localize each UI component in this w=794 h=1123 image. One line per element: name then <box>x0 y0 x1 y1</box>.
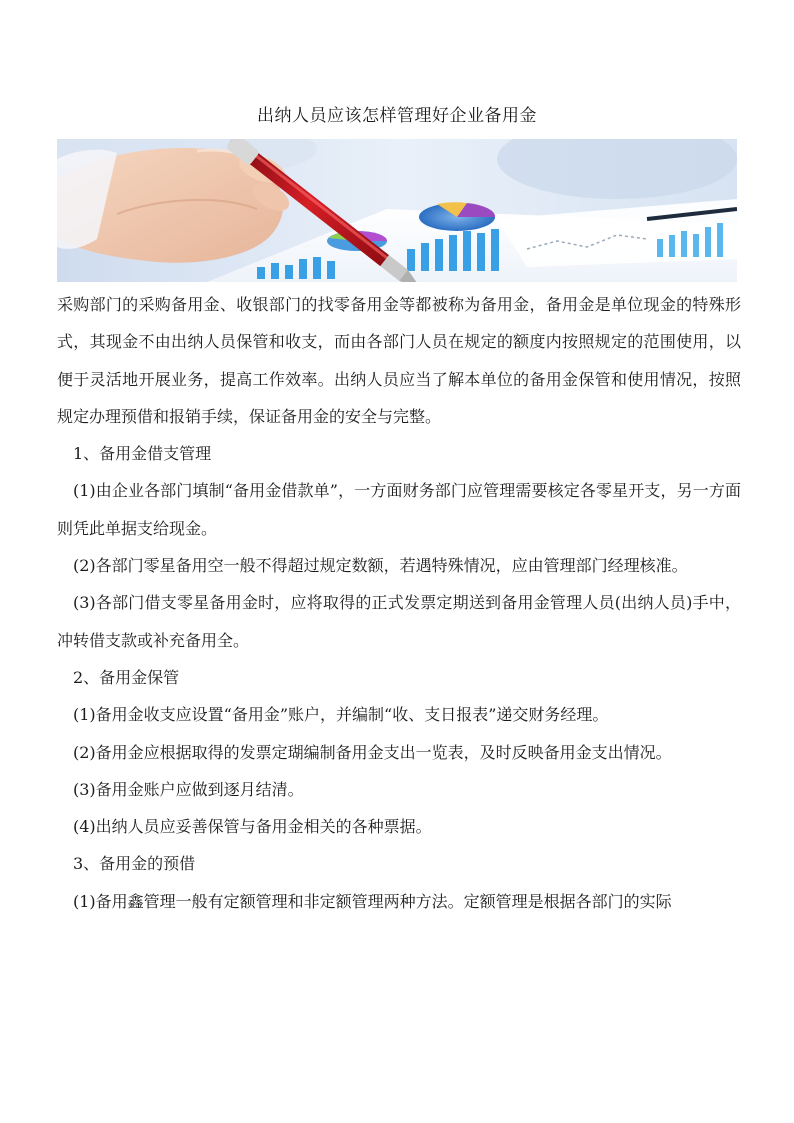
hero-image <box>57 139 737 282</box>
section-heading-1: 1、备用金借支管理 <box>73 444 212 464</box>
intro-paragraph: 采购部门的采购备用金、收银部门的找零备用金等都被称为备用金，备用金是单位现金的特殊形式，其现金不由出纳人员保管和收支，而由各部门人员在规定的额度内按照规定的范围使用，以便于灵活地开展业务，提高工作效率。出纳人员应当了解本单位的备用金保管和使用情况，按照规定办理预借和报销手续，保证备用金的安全与完整。 <box>57 295 741 426</box>
list-item: (2)备用金应根据取得的发票定瑚编制备用金支出一览表，及时反映备用金支出情况。 <box>73 742 672 762</box>
hand-holding-pen-over-charts-image <box>57 139 737 282</box>
list-item: (1)备用金收支应设置“备用金”账户，并编制“收、支日报表”递交财务经理。 <box>73 705 609 725</box>
list-item: (4)出纳人员应妥善保管与备用金相关的各种票据。 <box>73 817 432 837</box>
list-item: (3)各部门借支零星备用金时，应将取得的正式发票定期送到备用金管理人员(出纳人员)手中，冲转借支款或补充备用全。 <box>57 593 741 650</box>
list-item: (1)备用鑫管理一般有定额管理和非定额管理两种方法。定额管理是根据各部门的实际 <box>73 891 672 911</box>
list-item: (3)备用金账户应做到逐月结清。 <box>73 779 304 799</box>
document-body <box>57 286 741 920</box>
list-item: (2)各部门零星备用空一般不得超过规定数额，若遇特殊情况，应由管理部门经理核准。 <box>73 556 688 576</box>
section-heading-3: 3、备用金的预借 <box>73 854 196 874</box>
section-heading-2: 2、备用金保管 <box>73 667 180 687</box>
list-item: (1)由企业各部门填制“备用金借款单”，一方面财务部门应管理需要核定各零星开支，另一方面则凭此单据支给现金。 <box>57 481 741 538</box>
document-title: 出纳人员应该怎样管理好企业备用金 <box>257 106 537 126</box>
